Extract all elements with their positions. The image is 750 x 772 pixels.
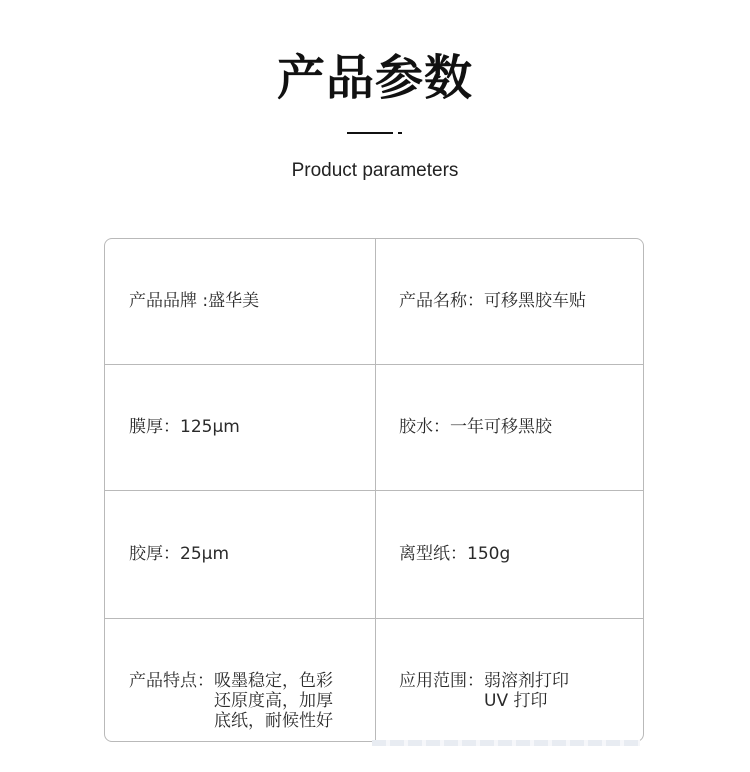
- param-value-features-line: 底纸，耐候性好: [214, 711, 333, 731]
- title-divider: [347, 132, 393, 134]
- param-value-application-line: UV 打印: [484, 691, 548, 711]
- param-cell-application: [399, 671, 569, 711]
- param-cell-brand: [129, 291, 259, 311]
- param-value-features: [214, 671, 333, 731]
- decorative-strip: [372, 740, 640, 746]
- param-label-film-thickness: 膜厚：: [129, 417, 180, 437]
- param-value-name: 可移黑胶车贴: [484, 291, 586, 311]
- param-value-release-paper: 150g: [467, 544, 511, 564]
- table-row-divider: [105, 490, 643, 491]
- param-cell-glue: [399, 417, 552, 437]
- param-value-features-line: 还原度高，加厚: [214, 691, 333, 711]
- page-title: 产品参数: [276, 50, 473, 106]
- param-cell-features: [129, 671, 333, 731]
- param-label-features: 产品特点：: [129, 671, 214, 691]
- param-cell-film-thickness: [129, 417, 240, 437]
- table-row-divider: [105, 618, 643, 619]
- param-value-glue: 一年可移黑胶: [450, 417, 552, 437]
- param-cell-release-paper: [399, 544, 510, 564]
- param-label-release-paper: 离型纸：: [399, 544, 467, 564]
- param-value-features-line: 吸墨稳定，色彩: [214, 671, 333, 691]
- param-label-brand: 产品品牌 :: [129, 291, 209, 311]
- param-label-glue-thickness: 胶厚：: [129, 544, 180, 564]
- param-cell-name: [399, 291, 586, 311]
- param-label-name: 产品名称：: [399, 291, 484, 311]
- parameters-table: [104, 238, 644, 742]
- param-value-brand: 盛华美: [208, 291, 260, 311]
- param-label-application: 应用范围：: [399, 671, 484, 691]
- param-value-application-line: 弱溶剂打印: [484, 671, 569, 691]
- param-label-glue: 胶水：: [399, 417, 450, 437]
- param-value-film-thickness: 125μm: [180, 417, 240, 437]
- table-row-divider: [105, 364, 643, 365]
- param-value-glue-thickness: 25μm: [180, 544, 230, 564]
- page-subtitle: Product parameters: [291, 160, 459, 181]
- param-cell-glue-thickness: [129, 544, 229, 564]
- title-divider-dot: [398, 132, 402, 134]
- param-value-application: [484, 671, 569, 711]
